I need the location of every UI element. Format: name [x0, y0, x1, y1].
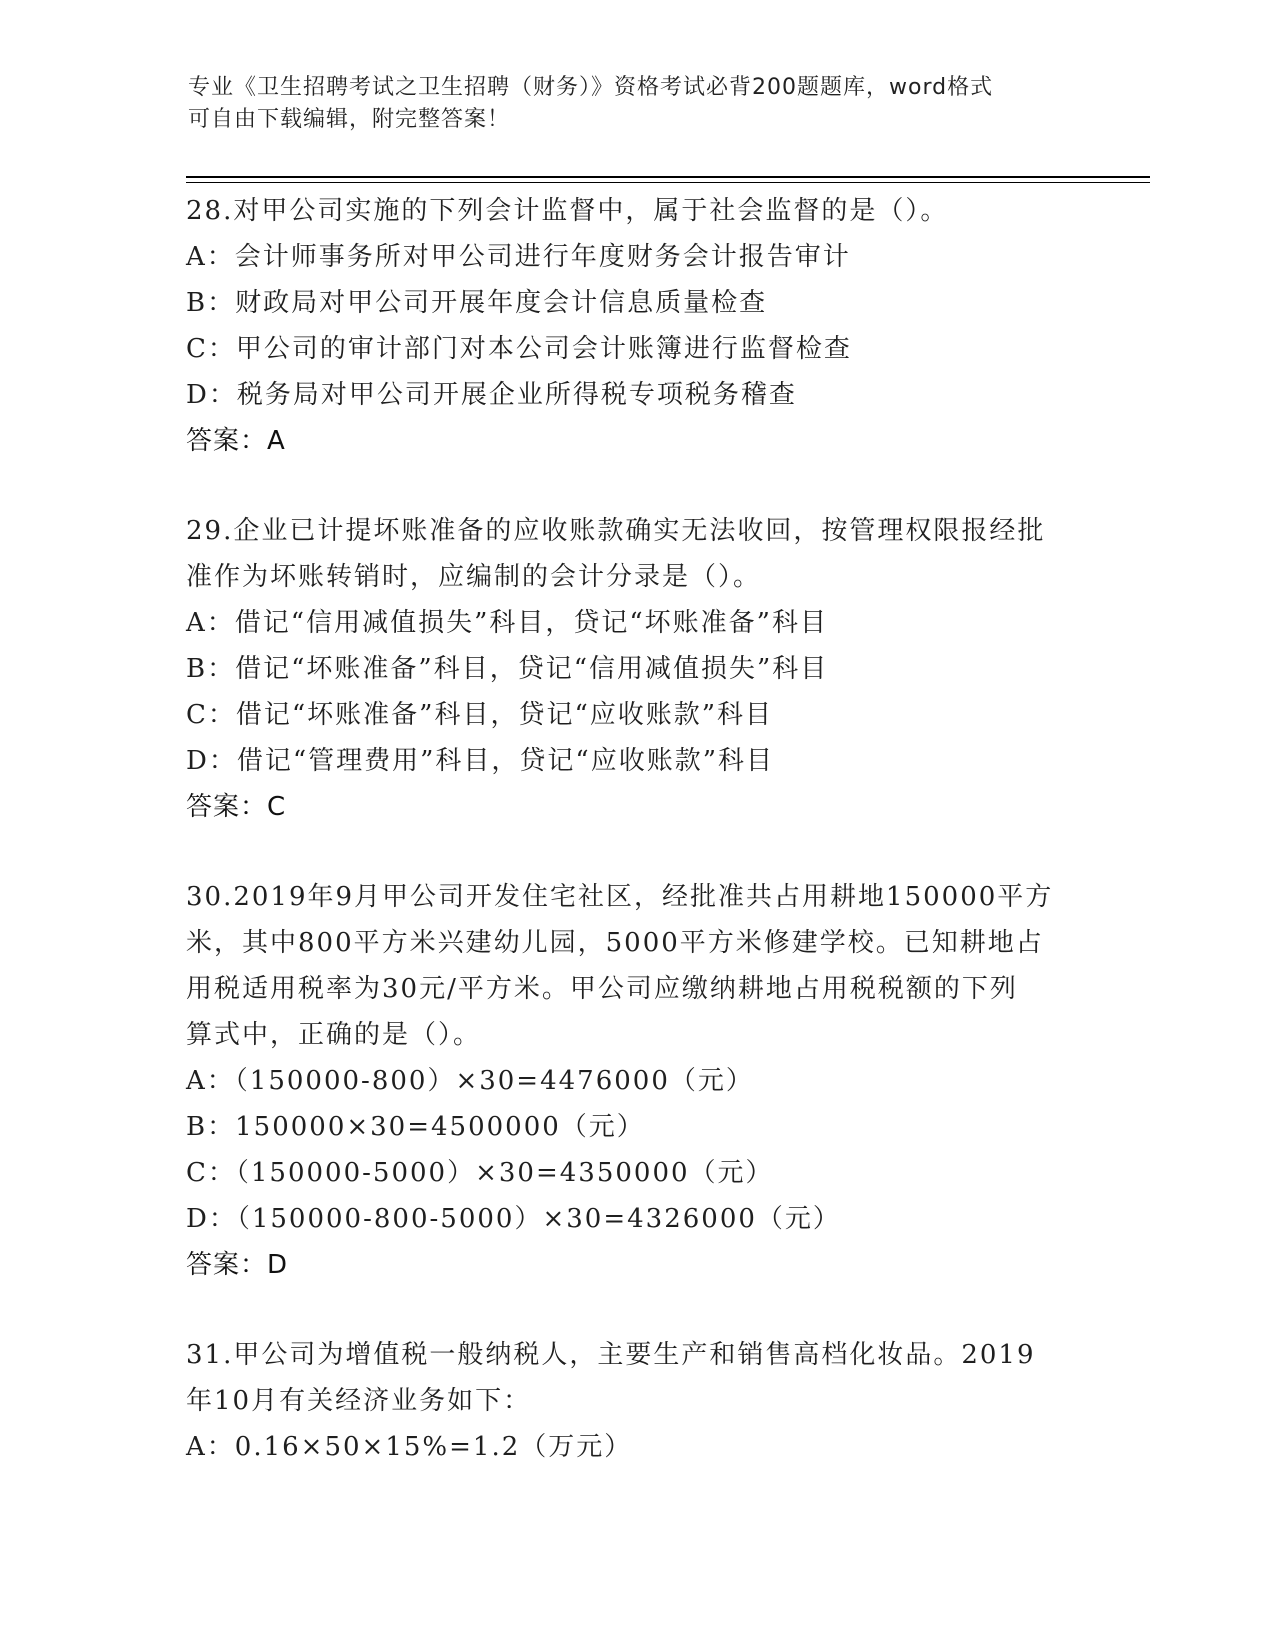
- answer: 答案：A: [186, 426, 286, 456]
- question-28: [186, 188, 1086, 464]
- option-a: A：会计师事务所对甲公司进行年度财务会计报告审计: [186, 242, 851, 272]
- answer: 答案：C: [186, 792, 287, 822]
- option-d: D：借记“管理费用”科目，贷记“应收账款”科目: [186, 746, 775, 776]
- header-line-2: 可自由下载编辑，附完整答案！: [188, 107, 511, 132]
- option-c: C：（150000-5000）×30=4350000（元）: [186, 1158, 774, 1188]
- header-rule-thin: [186, 182, 1150, 183]
- option-a: A：借记“信用减值损失”科目，贷记“坏账准备”科目: [186, 608, 828, 638]
- question-spacer: [186, 1288, 1086, 1332]
- question-stem: 米，其中800平方米兴建幼儿园，5000平方米修建学校。已知耕地占: [186, 928, 1044, 958]
- question-stem: 算式中，正确的是（）。: [186, 1020, 482, 1050]
- header-line-1: 专业《卫生招聘考试之卫生招聘（财务）》资格考试必背200题题库，word格式: [188, 75, 994, 100]
- question-stem: 准作为坏账转销时，应编制的会计分录是（）。: [186, 562, 762, 592]
- option-a: A：0.16×50×15%=1.2（万元）: [186, 1432, 633, 1462]
- question-spacer: [186, 464, 1086, 508]
- question-stem: 年10月有关经济业务如下：: [186, 1386, 532, 1416]
- option-d: D：税务局对甲公司开展企业所得税专项税务稽查: [186, 380, 797, 410]
- question-stem: 28.对甲公司实施的下列会计监督中，属于社会监督的是（）。: [186, 196, 949, 226]
- option-c: C：借记“坏账准备”科目，贷记“应收账款”科目: [186, 700, 774, 730]
- option-b: B：借记“坏账准备”科目，贷记“信用减值损失”科目: [186, 654, 829, 684]
- header-rule-thick: [186, 176, 1150, 178]
- option-d: D：（150000-800-5000）×30=4326000（元）: [186, 1204, 841, 1234]
- question-31: [186, 1332, 1086, 1470]
- question-30: [186, 874, 1086, 1288]
- question-list: [186, 188, 1086, 1470]
- question-29: [186, 508, 1086, 830]
- question-stem: 30.2019年9月甲公司开发住宅社区，经批准共占用耕地150000平方: [186, 882, 1054, 912]
- answer: 答案：D: [186, 1250, 289, 1280]
- document-header: [188, 72, 1088, 136]
- question-stem: 用税适用税率为30元/平方米。甲公司应缴纳耕地占用税税额的下列: [186, 974, 1018, 1004]
- option-a: A：（150000-800）×30=4476000（元）: [186, 1066, 754, 1096]
- option-b: B：150000×30=4500000（元）: [186, 1112, 645, 1142]
- option-b: B：财政局对甲公司开展年度会计信息质量检查: [186, 288, 768, 318]
- question-stem: 31.甲公司为增值税一般纳税人，主要生产和销售高档化妆品。2019: [186, 1340, 1036, 1370]
- question-stem: 29.企业已计提坏账准备的应收账款确实无法收回，按管理权限报经批: [186, 516, 1046, 546]
- question-spacer: [186, 830, 1086, 874]
- option-c: C：甲公司的审计部门对本公司会计账簿进行监督检查: [186, 334, 852, 364]
